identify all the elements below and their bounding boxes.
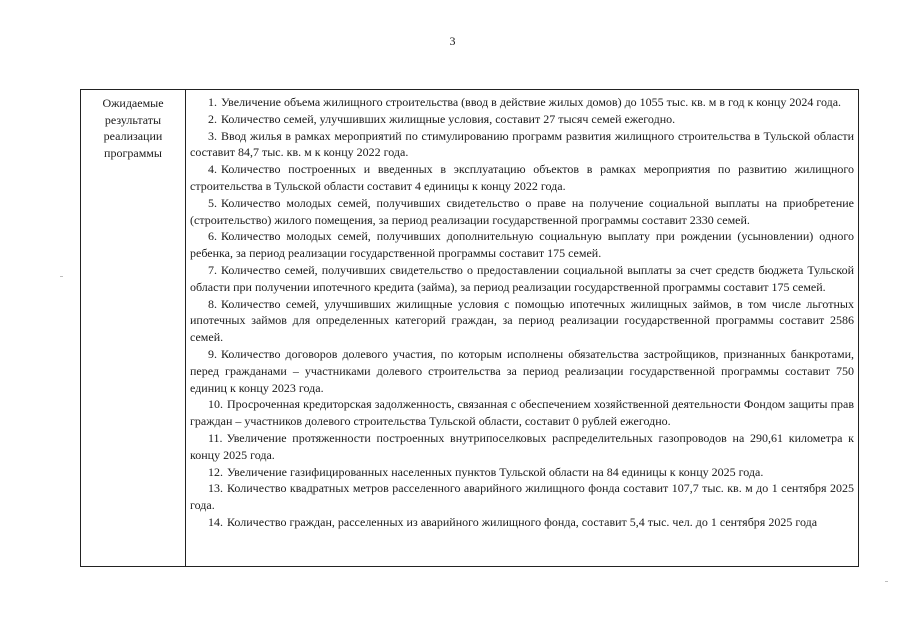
list-item: 8. Количество семей, улучшивших жилищные условия с помощью ипотечных жилищных займов, в том числе льготных ипотечных займов для определенных категорий граждан, за период реализации государственной программы составит 2586 семей. [190,296,854,345]
list-item: 13. Количество квадратных метров расселенного аварийного жилищного фонда составит 107,7 тыс. кв. м до 1 сентября 2025 года. [190,481,854,513]
scan-mark [60,276,63,277]
list-item: 14. Количество граждан, расселенных из аварийного жилищного фонда, составит 5,4 тыс. чел. до 1 сентября 2025 года [208,514,818,529]
list-item: 9. Количество договоров долевого участия, по которым исполнены обязательства застройщиков, признанных банкротами, перед гражданами – участниками долевого строительства за период реализации государственной программы составит 750 единиц к концу 2023 года. [190,346,854,395]
list-item: 2. Количество семей, улучшивших жилищные условия, составит 27 тысяч семей ежегодно. [208,111,676,126]
list-item: 6. Количество молодых семей, получивших дополнительную социальную выплату при рождении (усыновлении) одного ребенка, за период реализации государственной программы составит 175 семей. [190,229,854,261]
page-number: 3 [449,34,456,48]
list-item: 10. Просроченная кредиторская задолженность, связанная с обеспечением хозяйственной деятельности Фондом защиты прав граждан – участников долевого строительства Тульской области, составит 0 рублей ежегодно. [190,397,854,429]
results-list [186,90,858,566]
list-item: 12. Увеличение газифицированных населенных пунктов Тульской области на 84 единицы к концу 2025 года. [208,464,764,479]
list-item: 7. Количество семей, получивших свидетельство о предоставлении социальной выплаты за счет средств бюджета Тульской области при получении ипотечного кредита (займа), за период реализации государственной программы составит 175 семей. [190,262,854,294]
list-item: 5. Количество молодых семей, получивших свидетельство о праве на получение социальной выплаты на приобретение (строительство) жилого помещения, за период реализации государственной программы составит 2330 семей. [190,195,854,227]
list-item: 4. Количество построенных и введенных в эксплуатацию объектов в рамках мероприятия по развитию жилищного строительства в Тульской области составит 4 единицы к концу 2022 года. [190,162,854,193]
section-label: Ожидаемые результаты реализации программы [81,90,186,566]
scan-mark [885,581,888,582]
list-item: 11. Увеличение протяженности построенных внутрипоселковых распределительных газопроводов на 290,61 километра к концу 2025 года. [190,430,854,462]
results-table [80,89,859,567]
list-item: 1. Увеличение объема жилищного строительства (ввод в действие жилых домов) до 1055 тыс. кв. м в год к концу 2024 года. [208,95,842,109]
list-item: 3. Ввод жилья в рамках мероприятий по стимулированию программ развития жилищного строительства в Тульской области составит 84,7 тыс. кв. м к концу 2022 года. [190,128,854,160]
